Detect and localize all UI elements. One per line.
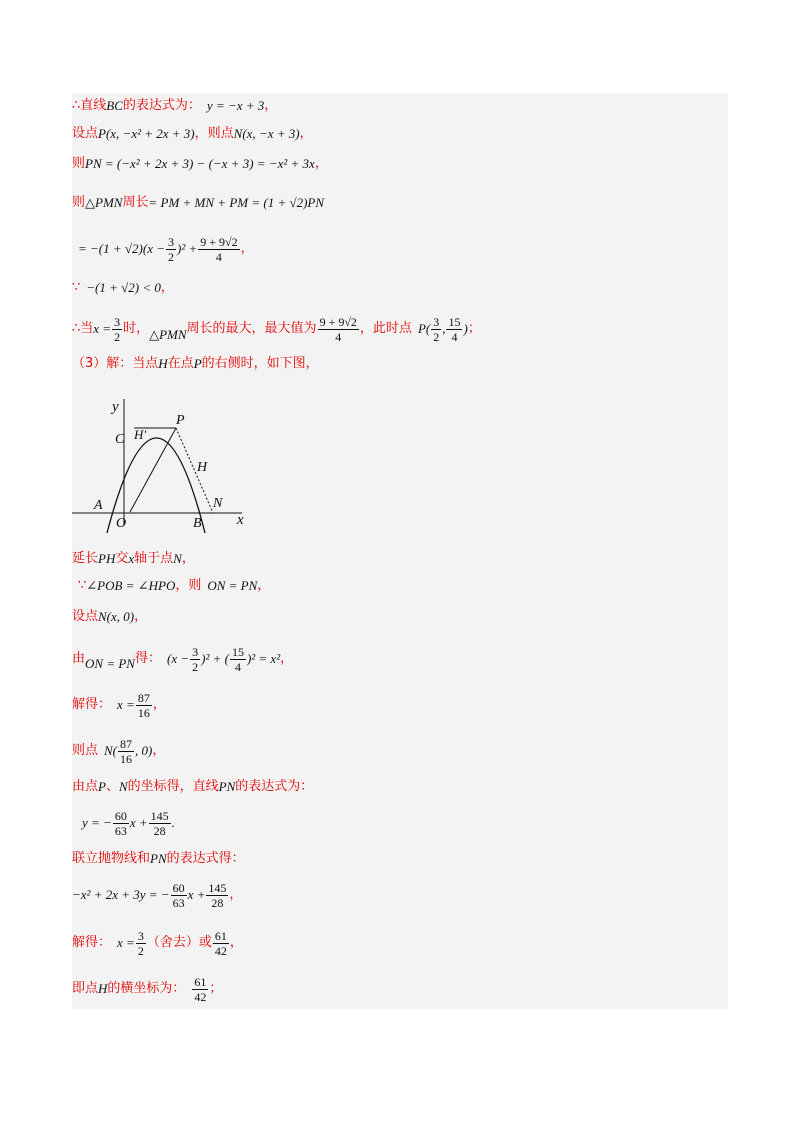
math: N <box>173 551 182 566</box>
text: ，则点 <box>194 126 234 141</box>
numerator: 60 <box>172 880 185 895</box>
line-point-n <box>72 731 165 771</box>
text: 即点 <box>72 981 99 996</box>
denominator: 2 <box>167 249 174 264</box>
math: , <box>442 321 446 336</box>
math: = PM + MN + PM = (1 + √2)PN <box>148 195 325 210</box>
math: x + <box>187 887 206 902</box>
text: 则点 <box>72 743 99 758</box>
line-negative-coefficient <box>72 279 174 297</box>
label-a: A <box>94 498 103 513</box>
label-n: N <box>213 496 223 511</box>
line-h-abscissa <box>72 969 222 1009</box>
text: 交 <box>115 551 129 566</box>
fraction <box>206 881 228 910</box>
text: ，则 <box>175 578 202 593</box>
math: −(1 + √2) < 0 <box>86 280 161 295</box>
line-pn <box>72 155 328 173</box>
math: H <box>98 981 108 996</box>
text: （舍去）或 <box>146 935 212 950</box>
math: x <box>128 551 135 566</box>
numerator: 9 + 9√2 <box>200 234 238 249</box>
math: (x − <box>166 651 190 666</box>
text: ，此时点 <box>359 321 412 336</box>
fraction <box>136 691 152 720</box>
fraction <box>118 737 134 766</box>
math: )² = x² <box>246 651 281 666</box>
punct: ， <box>280 651 294 666</box>
math: N <box>118 779 128 794</box>
math: PN = (−x² + 2x + 3) − (−x + 3) = −x² + 3x <box>85 156 315 171</box>
denominator: 42 <box>214 943 227 958</box>
text: （3）解：当点 <box>72 356 159 371</box>
punct: ， <box>152 697 166 712</box>
label-o: O <box>116 516 127 531</box>
text: 解得： <box>72 935 112 950</box>
text: 的表达式为： <box>122 98 201 113</box>
math: PN <box>150 851 167 866</box>
punct: ， <box>160 280 174 295</box>
text: ∵ <box>72 280 81 295</box>
text: 轴于点 <box>134 551 174 566</box>
text: 周长 <box>122 195 149 210</box>
math: y = −x + 3 <box>206 98 265 113</box>
numerator: 3 <box>167 234 174 249</box>
denominator: 28 <box>153 823 166 838</box>
denominator: 4 <box>215 249 222 264</box>
math: x = <box>93 321 112 336</box>
numerator: 3 <box>433 314 440 329</box>
math: N(x, −x + 3) <box>233 126 300 141</box>
fraction <box>112 315 122 344</box>
line-solutions <box>72 923 243 963</box>
math: △PMN <box>149 327 187 342</box>
punct: ， <box>181 551 195 566</box>
fraction <box>149 809 171 838</box>
label-h: H <box>197 460 208 475</box>
math: PH <box>98 551 116 566</box>
numerator: 15 <box>448 314 461 329</box>
denominator: 4 <box>451 329 458 344</box>
numerator: 87 <box>120 736 133 751</box>
math: P(x, −x² + 2x + 3) <box>98 126 195 141</box>
math: ON = PN <box>85 656 135 671</box>
denominator: 16 <box>120 751 133 766</box>
line-angle-equality <box>78 577 270 595</box>
text: 由点 <box>72 779 99 794</box>
text: 的表达式得： <box>166 851 245 866</box>
punct: ； <box>467 321 481 336</box>
math: N(x, 0) <box>98 609 135 624</box>
text: 得： <box>134 651 161 666</box>
text: 、 <box>105 779 119 794</box>
numerator: 60 <box>114 808 127 823</box>
parabola-graph-figure <box>72 391 262 541</box>
text: 设点 <box>72 609 99 624</box>
punct: ， <box>264 98 278 113</box>
fraction <box>192 975 208 1004</box>
math: △PMN <box>85 195 123 210</box>
numerator: 61 <box>214 928 227 943</box>
line-max-perimeter <box>72 309 481 349</box>
text: 则 <box>72 195 86 210</box>
fraction <box>171 881 187 910</box>
text: 周长的最大，最大值为 <box>186 321 317 336</box>
line-perimeter <box>72 194 324 212</box>
math: PN <box>218 779 236 794</box>
text: 的表达式为： <box>235 779 314 794</box>
fraction <box>230 645 246 674</box>
text: 的横坐标为： <box>107 981 186 996</box>
math: P( <box>417 321 431 336</box>
text: ∵ <box>78 578 87 593</box>
numerator: 145 <box>150 808 169 823</box>
fraction <box>431 315 441 344</box>
punct: . <box>171 815 175 830</box>
numerator: 3 <box>192 644 199 659</box>
denominator: 4 <box>335 329 342 344</box>
line-combine-expressions <box>72 850 245 868</box>
numerator: 15 <box>231 644 244 659</box>
label-y: y <box>112 399 119 415</box>
punct: ， <box>152 743 166 758</box>
line-set-points <box>72 125 313 143</box>
fraction <box>446 315 462 344</box>
math: x = <box>117 697 135 712</box>
denominator: 42 <box>194 989 207 1004</box>
label-h-prime: H′ <box>134 427 147 442</box>
denominator: 2 <box>433 329 440 344</box>
punct: ， <box>240 241 254 256</box>
label-c: C <box>115 432 125 447</box>
text: ∴直线 <box>72 98 107 113</box>
line-extend-ph <box>72 550 195 568</box>
math: BC <box>106 98 123 113</box>
math: N( <box>104 743 118 758</box>
text: 则 <box>72 156 86 171</box>
text: 的右侧时，如下图， <box>201 356 319 371</box>
denominator: 2 <box>137 943 144 958</box>
line-bc-expression <box>72 97 277 115</box>
denominator: 16 <box>137 705 150 720</box>
text: 联立抛物线和 <box>72 851 151 866</box>
denominator: 28 <box>211 895 224 910</box>
fraction <box>166 235 176 264</box>
text: 在点 <box>167 356 194 371</box>
punct: ， <box>314 156 328 171</box>
line-pn-from-coordinates <box>72 778 313 796</box>
text: 由 <box>72 651 86 666</box>
math: , 0) <box>135 743 153 758</box>
punct: ， <box>299 126 313 141</box>
punct: ， <box>229 887 243 902</box>
text: ∴当 <box>72 321 94 336</box>
math: y = − <box>82 815 112 830</box>
text: 解得： <box>72 697 112 712</box>
line-solve-x <box>72 685 166 725</box>
math: ∠POB = ∠HPO <box>86 578 176 593</box>
math: P <box>193 356 202 371</box>
denominator: 2 <box>192 659 199 674</box>
fraction <box>190 645 200 674</box>
denominator: 63 <box>172 895 185 910</box>
math: ON = PN <box>207 578 258 593</box>
math: )² + <box>176 241 198 256</box>
fraction <box>318 315 359 344</box>
line-perimeter-expanded <box>78 229 254 269</box>
line-on-equals-pn <box>72 639 293 679</box>
math: x = <box>117 935 135 950</box>
dashed-line-p-n <box>176 428 213 513</box>
fraction <box>136 929 146 958</box>
math: )² + ( <box>201 651 229 666</box>
numerator: 61 <box>194 974 207 989</box>
line-pn-expression <box>82 803 175 843</box>
denominator: 63 <box>114 823 127 838</box>
text: 设点 <box>72 126 99 141</box>
math: H <box>158 356 168 371</box>
numerator: 87 <box>137 690 150 705</box>
fraction <box>213 929 229 958</box>
numerator: 145 <box>208 880 227 895</box>
solution-sheet <box>72 93 728 1009</box>
numerator: 9 + 9√2 <box>319 314 357 329</box>
numerator: 3 <box>114 314 121 329</box>
text: 的坐标得，直线 <box>127 779 219 794</box>
math: x + <box>129 815 148 830</box>
punct: ， <box>229 935 243 950</box>
punct: ， <box>134 609 148 624</box>
text: 时， <box>123 321 150 336</box>
math: ) <box>463 321 468 336</box>
label-x: x <box>237 512 244 528</box>
math: = −(1 + √2)(x − <box>78 241 165 256</box>
denominator: 4 <box>234 659 241 674</box>
fraction <box>113 809 129 838</box>
numerator: 3 <box>137 928 144 943</box>
line-combined-equation <box>72 875 242 915</box>
fraction <box>198 235 239 264</box>
label-b: B <box>193 516 202 531</box>
math: P <box>98 779 106 794</box>
punct: ， <box>257 578 271 593</box>
label-p: P <box>176 413 185 428</box>
denominator: 2 <box>114 329 121 344</box>
math: −x² + 2x + 3y = − <box>72 887 170 902</box>
line-set-n <box>72 608 147 626</box>
line-part3-intro <box>72 355 319 373</box>
text: 延长 <box>72 551 99 566</box>
punct: ； <box>209 981 223 996</box>
